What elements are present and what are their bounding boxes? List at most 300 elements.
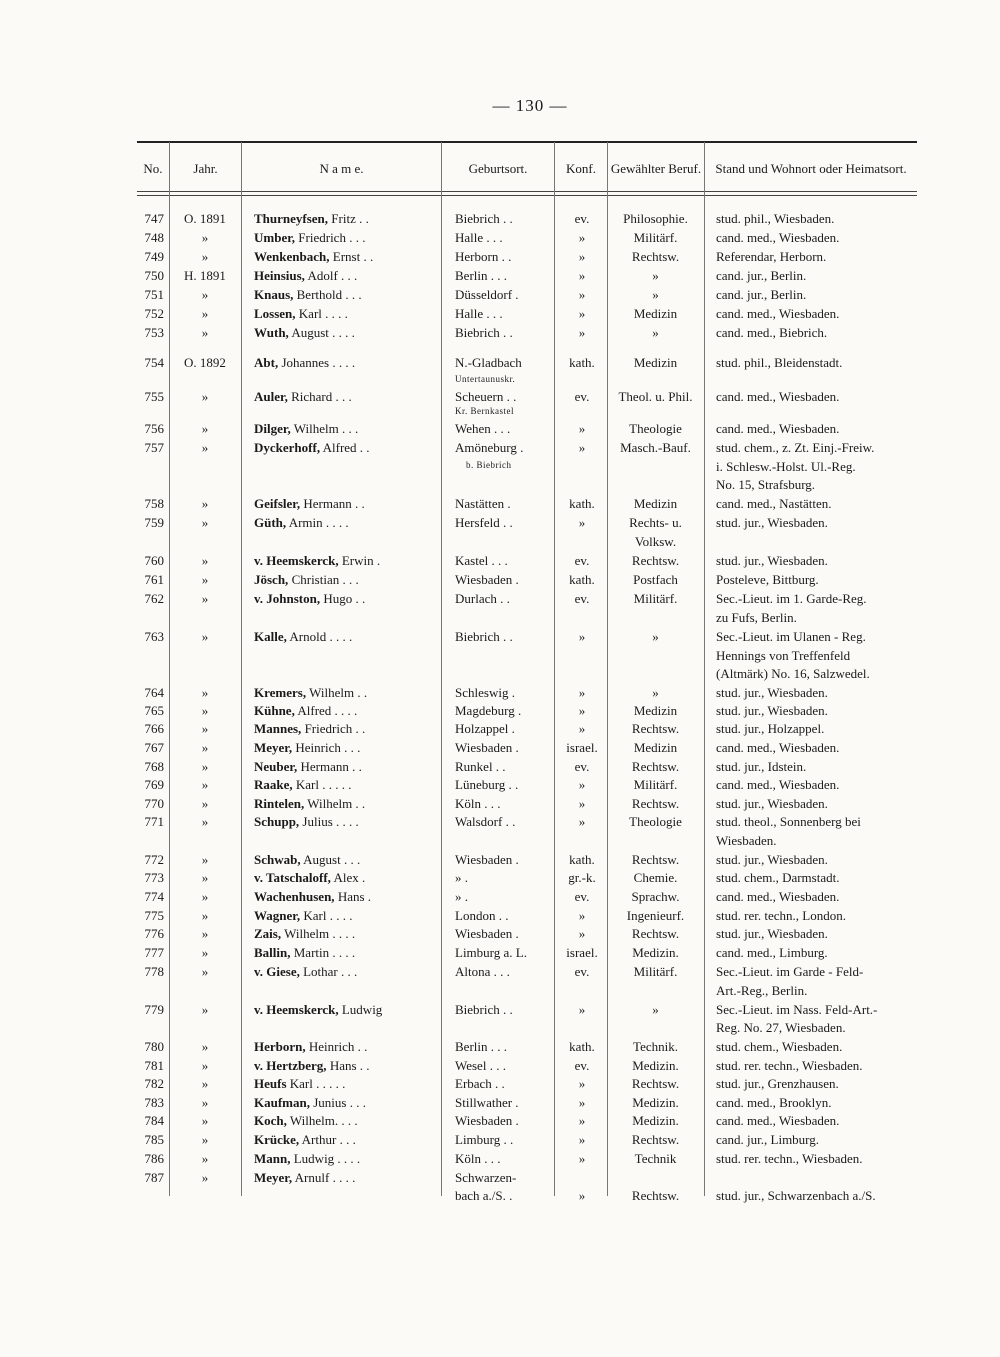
entry-birthplace: Biebrich . . [455, 211, 513, 226]
entry-profession: Philosophie. [623, 211, 688, 226]
entry-given-name: Erwin . [338, 553, 381, 568]
entry-name [254, 794, 434, 813]
entry-surname: Wuth, [254, 325, 289, 340]
entry-birthplace: » . [455, 889, 468, 904]
entry-confession: » [578, 1113, 586, 1128]
entry-given-name: Friedrich . . [301, 721, 366, 736]
table-row [0, 353, 1000, 372]
column-header-geburtsort: Geburtsort. [468, 160, 528, 176]
entry-profession: » [652, 629, 659, 644]
entry-surname: Knaus, [254, 287, 294, 302]
entry-confession: » [578, 721, 586, 736]
entry-number: 747 [144, 211, 164, 226]
entry-number: 773 [144, 870, 164, 885]
entry-confession: » [578, 1095, 586, 1110]
entry-given-name: Wilhelm . . . [290, 421, 359, 436]
entry-status: cand. med., Wiesbaden. [716, 1113, 840, 1128]
entry-year: » [201, 777, 209, 792]
entry-surname: Geifsler, [254, 496, 301, 511]
entry-name [254, 962, 434, 981]
entry-surname: Lossen, [254, 306, 296, 321]
entry-surname: Kalle, [254, 629, 287, 644]
header-rule-double [137, 195, 917, 196]
entry-given-name: Hans . [334, 889, 372, 904]
entry-confession: » [578, 814, 586, 829]
entry-birthplace: London . . [455, 908, 509, 923]
header-rule [137, 191, 917, 192]
entry-birthplace: Wiesbaden . [455, 852, 519, 867]
entry-profession: Militärf. [633, 591, 678, 606]
entry-status: cand. med., Wiesbaden. [716, 306, 840, 321]
entry-profession: Medizin. [632, 1058, 679, 1073]
entry-number: 784 [144, 1113, 164, 1128]
entry-name [254, 513, 434, 532]
entry-status: stud. phil., Bleidenstadt. [716, 355, 843, 370]
entry-confession: israel. [566, 740, 598, 755]
entry-given-name: Julius . . . . [299, 814, 359, 829]
entry-birthplace: Biebrich . . [455, 629, 513, 644]
entry-birthplace: Limburg . . [455, 1132, 514, 1147]
entry-name [254, 868, 434, 887]
entry-status: cand. med., Wiesbaden. [716, 889, 840, 904]
entry-name [254, 1149, 434, 1168]
entry-given-name: Wilhelm . . [306, 685, 368, 700]
entry-name [254, 551, 434, 570]
table-row [0, 664, 1000, 683]
entry-birthplace: Durlach . . [455, 591, 510, 606]
entry-status: cand. med., Brooklyn. [716, 1095, 832, 1110]
entry-profession: Volksw. [634, 534, 677, 549]
entry-birthplace: Wiesbaden . [455, 740, 519, 755]
entry-profession: Rechtsw. [631, 852, 680, 867]
table-row [0, 266, 1000, 285]
entry-birthplace: Halle . . . [455, 306, 503, 321]
entry-surname: Güth, [254, 515, 287, 530]
entry-confession: kath. [569, 496, 595, 511]
entry-status: stud. jur., Idstein. [716, 759, 807, 774]
entry-surname: Herborn, [254, 1039, 306, 1054]
entry-given-name: Karl . . . . [300, 908, 353, 923]
entry-name [254, 323, 434, 342]
entry-profession: Medizin [633, 355, 678, 370]
entry-year: » [201, 421, 209, 436]
table-row [0, 1130, 1000, 1149]
entry-status: stud. jur., Wiesbaden. [716, 796, 828, 811]
entry-birthplace: Amöneburg . [455, 440, 524, 455]
entry-profession: Rechtsw. [631, 926, 680, 941]
entry-surname: v. Tatschaloff, [254, 870, 331, 885]
entry-number: 749 [144, 249, 164, 264]
table-row [0, 475, 1000, 494]
entry-name [254, 266, 434, 285]
entry-given-name: August . . . [300, 852, 361, 867]
entry-year: » [201, 249, 209, 264]
entry-profession: Militärf. [633, 964, 678, 979]
entry-profession: Medizin [633, 740, 678, 755]
entry-number: 762 [144, 591, 164, 606]
entry-confession: israel. [566, 945, 598, 960]
entry-status: stud. jur., Holzappel. [716, 721, 825, 736]
birthplace-note: Kr. Bernkastel [455, 406, 514, 416]
entry-profession: Ingenieurf. [626, 908, 685, 923]
table-row [0, 627, 1000, 646]
entry-surname: Kaufman, [254, 1095, 310, 1110]
entry-profession: Sprachw. [631, 889, 680, 904]
entry-status: stud. rer. techn., London. [716, 908, 846, 923]
entry-birthplace: Wesel . . . [455, 1058, 506, 1073]
entry-status: stud. jur., Schwarzenbach a./S. [716, 1188, 876, 1203]
entry-year: » [201, 889, 209, 904]
table-row [0, 494, 1000, 513]
entry-surname: Ballin, [254, 945, 291, 960]
column-header-konf: Konf. [566, 160, 596, 176]
entry-number: 758 [144, 496, 164, 511]
entry-status: cand. med., Nastätten. [716, 496, 832, 511]
entry-number: 753 [144, 325, 164, 340]
entry-given-name: Ernst . . [329, 249, 374, 264]
entry-name [254, 924, 434, 943]
entry-confession: ev. [574, 389, 590, 404]
entry-profession: Postfach [633, 572, 678, 587]
birthplace-note: Untertaunuskr. [455, 374, 516, 384]
table-row [0, 304, 1000, 323]
column-header-beruf: Gewählter Beruf. [610, 160, 702, 176]
table-top-rule [137, 141, 917, 143]
table-row [0, 513, 1000, 532]
column-header-name: N a m e. [319, 160, 364, 176]
entry-confession: » [578, 1151, 586, 1166]
entry-confession: ev. [574, 553, 590, 568]
entry-surname: Jösch, [254, 572, 289, 587]
entry-profession: » [652, 685, 659, 700]
entry-year: » [201, 926, 209, 941]
entry-birthplace: Wiesbaden . [455, 926, 519, 941]
entry-given-name: Alex . [330, 870, 366, 885]
entry-status: stud. jur., Wiesbaden. [716, 685, 828, 700]
table-row [0, 719, 1000, 738]
entry-status: Sec.-Lieut. im Ulanen - Reg. [716, 629, 866, 644]
entry-given-name: Wilhelm . . [304, 796, 366, 811]
table-row [0, 1111, 1000, 1130]
entry-status: Sec.-Lieut. im Nass. Feld-Art.- [716, 1002, 878, 1017]
entry-surname: v. Giese, [254, 964, 300, 979]
entry-number: 787 [144, 1170, 164, 1185]
entry-surname: Abt, [254, 355, 279, 370]
entry-birthplace: Biebrich . . [455, 325, 513, 340]
entry-status: cand. med., Wiesbaden. [716, 389, 840, 404]
entry-status: Hennings von Treffenfeld [716, 648, 851, 663]
entry-confession: » [578, 268, 586, 283]
entry-confession: » [578, 1188, 586, 1203]
entry-status: No. 15, Strafsburg. [716, 477, 816, 492]
entry-profession: Rechtsw. [631, 721, 680, 736]
entry-birthplace: Düsseldorf . [455, 287, 519, 302]
entry-name [254, 627, 434, 646]
entry-number: 755 [144, 389, 164, 404]
entry-given-name: Junius . . . [309, 1095, 366, 1110]
entry-number: 748 [144, 230, 164, 245]
entry-status: stud. chem., Wiesbaden. [716, 1039, 843, 1054]
table-row [0, 589, 1000, 608]
entry-profession: Rechtsw. [631, 1132, 680, 1147]
entry-status: i. Schlesw.-Holst. Ul.-Reg. [716, 459, 856, 474]
entry-birthplace: Schwarzen- [455, 1170, 517, 1185]
entry-given-name: Lothar . . . [299, 964, 358, 979]
column-header-no: No. [143, 160, 163, 176]
entry-name [254, 719, 434, 738]
entry-surname: Wagner, [254, 908, 301, 923]
entry-birthplace: Scheuern . . [455, 389, 517, 404]
entry-year: » [201, 721, 209, 736]
entry-status: stud. jur., Wiesbaden. [716, 515, 828, 530]
entry-name [254, 438, 434, 457]
table-row [0, 906, 1000, 925]
entry-year: » [201, 759, 209, 774]
entry-surname: Auler, [254, 389, 288, 404]
table-row [0, 850, 1000, 869]
entry-surname: Wenkenbach, [254, 249, 330, 264]
entry-given-name: Arthur . . . [299, 1132, 356, 1147]
table-row [0, 683, 1000, 702]
entry-birthplace: Holzappel . [455, 721, 515, 736]
entry-name [254, 906, 434, 925]
entry-name [254, 1000, 434, 1019]
entry-surname: Kühne, [254, 703, 295, 718]
table-row [0, 209, 1000, 228]
entry-surname: Heufs [254, 1076, 287, 1091]
entry-profession: » [652, 325, 659, 340]
entry-status: stud. jur., Wiesbaden. [716, 926, 828, 941]
table-row [0, 962, 1000, 981]
column-header-jahr: Jahr. [193, 160, 218, 176]
entry-year: » [201, 1132, 209, 1147]
entry-status: (Altmärk) No. 16, Salzwedel. [716, 666, 870, 681]
entry-birthplace: » . [455, 870, 468, 885]
entry-birthplace: Erbach . . [455, 1076, 505, 1091]
entry-year: » [201, 1058, 209, 1073]
entry-year: O. 1891 [184, 211, 226, 226]
table-row [0, 1186, 1000, 1205]
entry-name [254, 887, 434, 906]
entry-given-name: Wilhelm . . . . [281, 926, 356, 941]
entry-name [254, 1130, 434, 1149]
table-row [0, 247, 1000, 266]
entry-name [254, 812, 434, 831]
entry-given-name: Hermann . . [300, 496, 365, 511]
entry-confession: » [578, 926, 586, 941]
entry-number: 782 [144, 1076, 164, 1091]
entry-birthplace: Berlin . . . [455, 1039, 507, 1054]
page-number: — 130 — [492, 96, 568, 115]
entry-status: cand. jur., Berlin. [716, 268, 807, 283]
entry-status: Sec.-Lieut. im Garde - Feld- [716, 964, 864, 979]
table-row [0, 1149, 1000, 1168]
table-row [0, 831, 1000, 850]
entry-surname: Rintelen, [254, 796, 305, 811]
entry-profession: Medizin [633, 306, 678, 321]
table-row [0, 701, 1000, 720]
entry-profession: Militärf. [633, 777, 678, 792]
table-row [0, 1093, 1000, 1112]
entry-profession: Medizin. [632, 1113, 679, 1128]
entry-profession: Rechtsw. [631, 796, 680, 811]
entry-number: 751 [144, 287, 164, 302]
entry-year: » [201, 496, 209, 511]
entry-name [254, 228, 434, 247]
table-row [0, 1000, 1000, 1019]
entry-surname: Dilger, [254, 421, 291, 436]
entry-status: cand. jur., Limburg. [716, 1132, 820, 1147]
entry-status: stud. chem., z. Zt. Einj.-Freiw. [716, 440, 875, 455]
table-row [0, 1018, 1000, 1037]
entry-birthplace: Köln . . . [455, 796, 501, 811]
entry-birthplace: Halle . . . [455, 230, 503, 245]
entry-year: » [201, 908, 209, 923]
entry-number: 772 [144, 852, 164, 867]
entry-number: 779 [144, 1002, 164, 1017]
entry-birthplace: Runkel . . [455, 759, 506, 774]
entry-number: 767 [144, 740, 164, 755]
entry-status: cand. med., Wiesbaden. [716, 777, 840, 792]
entry-year: » [201, 1113, 209, 1128]
entry-profession: Medizin. [632, 1095, 679, 1110]
entry-given-name: Johannes . . . . [278, 355, 356, 370]
entry-status: stud. chem., Darmstadt. [716, 870, 840, 885]
entry-status: cand. med., Wiesbaden. [716, 421, 840, 436]
entry-number: 760 [144, 553, 164, 568]
table-row [0, 551, 1000, 570]
entry-birthplace: Wiesbaden . [455, 572, 519, 587]
entry-name [254, 943, 434, 962]
entry-confession: » [578, 796, 586, 811]
entry-profession: Masch.-Bauf. [620, 440, 691, 455]
entry-birthplace: Stillwather . [455, 1095, 519, 1110]
entry-surname: Schupp, [254, 814, 300, 829]
entry-number: 783 [144, 1095, 164, 1110]
entry-name [254, 701, 434, 720]
entry-surname: Heinsius, [254, 268, 305, 283]
entry-given-name: Berthold . . . [293, 287, 362, 302]
table-row [0, 323, 1000, 342]
entry-confession: » [578, 1002, 586, 1017]
entry-profession: Medizin [633, 496, 678, 511]
entry-birthplace: Berlin . . . [455, 268, 507, 283]
entry-year: » [201, 870, 209, 885]
entry-given-name: Heinrich . . . [292, 740, 361, 755]
entry-surname: Schwab, [254, 852, 301, 867]
entry-name [254, 1074, 434, 1093]
entry-surname: Meyer, [254, 1170, 293, 1185]
entry-year: » [201, 325, 209, 340]
entry-confession: » [578, 703, 586, 718]
entry-profession: Chemie. [633, 870, 678, 885]
entry-birthplace: Wehen . . . [455, 421, 511, 436]
entry-given-name: Alfred . . . . [294, 703, 358, 718]
entry-surname: Meyer, [254, 740, 293, 755]
entry-status: cand. med., Wiesbaden. [716, 740, 840, 755]
entry-confession: » [578, 421, 586, 436]
entry-surname: v. Heemskerck, [254, 553, 339, 568]
entry-status: Posteleve, Bittburg. [716, 572, 819, 587]
entry-given-name: Karl . . . . . [292, 777, 352, 792]
entry-confession: » [578, 325, 586, 340]
entry-birthplace: Wiesbaden . [455, 1113, 519, 1128]
entry-confession: » [578, 306, 586, 321]
entry-year: » [201, 553, 209, 568]
entry-given-name: Arnulf . . . . [292, 1170, 356, 1185]
entry-profession: » [652, 268, 659, 283]
entry-number: 759 [144, 515, 164, 530]
entry-birthplace: Lüneburg . . [455, 777, 519, 792]
entry-name [254, 683, 434, 702]
table-row [0, 419, 1000, 438]
entry-birthplace: Schleswig . [455, 685, 515, 700]
entry-name [254, 494, 434, 513]
entry-number: 752 [144, 306, 164, 321]
entry-confession: » [578, 1076, 586, 1091]
entry-given-name: Armin . . . . [286, 515, 349, 530]
entry-confession: » [578, 440, 586, 455]
entry-status: Wiesbaden. [716, 833, 777, 848]
entry-given-name: Friedrich . . . [295, 230, 366, 245]
entry-status: stud. jur., Grenzhausen. [716, 1076, 839, 1091]
entry-birthplace: N.-Gladbach [455, 355, 522, 370]
entry-confession: kath. [569, 355, 595, 370]
entry-profession: » [652, 1002, 659, 1017]
entry-confession: ev. [574, 1058, 590, 1073]
entry-birthplace: Hersfeld . . [455, 515, 513, 530]
entry-given-name: Heinrich . . [305, 1039, 368, 1054]
entry-confession: ev. [574, 591, 590, 606]
entry-profession: Rechtsw. [631, 1076, 680, 1091]
table-row [0, 1037, 1000, 1056]
entry-number: 765 [144, 703, 164, 718]
table-row [0, 1168, 1000, 1187]
entry-number: 763 [144, 629, 164, 644]
entry-status: stud. jur., Wiesbaden. [716, 703, 828, 718]
entry-name [254, 589, 434, 608]
entry-year: » [201, 515, 209, 530]
entry-name [254, 247, 434, 266]
entry-number: 777 [144, 945, 164, 960]
entry-number: 776 [144, 926, 164, 941]
entry-given-name: Alfred . . [320, 440, 370, 455]
entry-year: » [201, 306, 209, 321]
entry-confession: » [578, 230, 586, 245]
table-row [0, 1056, 1000, 1075]
entry-status: stud. jur., Wiesbaden. [716, 553, 828, 568]
entry-year: » [201, 440, 209, 455]
entry-name [254, 285, 434, 304]
entry-confession: kath. [569, 852, 595, 867]
entry-confession: » [578, 777, 586, 792]
entry-name [254, 387, 434, 406]
entry-name [254, 209, 434, 228]
entry-year: » [201, 685, 209, 700]
entry-year: » [201, 591, 209, 606]
entry-confession: gr.-k. [568, 870, 596, 885]
table-row [0, 646, 1000, 665]
entry-number: 778 [144, 964, 164, 979]
entry-year: » [201, 1002, 209, 1017]
table-row [0, 757, 1000, 776]
entry-birthplace: Limburg a. L. [455, 945, 527, 960]
table-row [0, 924, 1000, 943]
entry-confession: ev. [574, 889, 590, 904]
entry-year: » [201, 1170, 209, 1185]
entry-surname: Mannes, [254, 721, 302, 736]
entry-surname: Koch, [254, 1113, 287, 1128]
